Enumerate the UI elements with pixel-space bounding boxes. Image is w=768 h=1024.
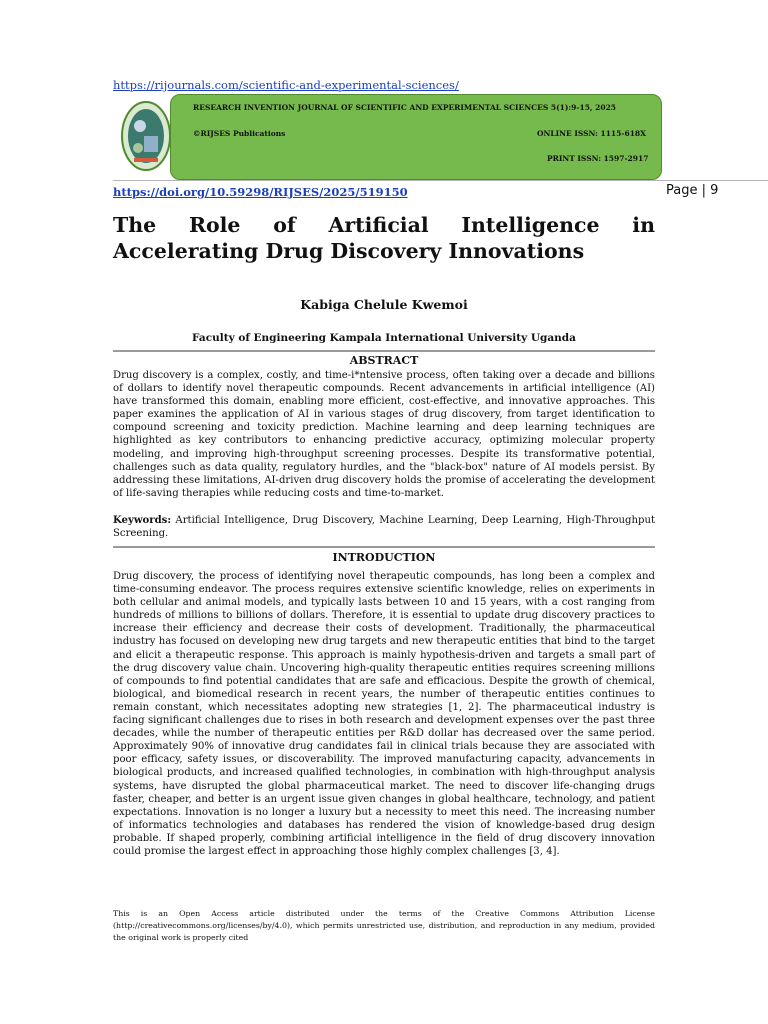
keywords-label: Keywords:: [113, 515, 172, 526]
author-affiliation: Faculty of Engineering Kampala International University Uganda: [192, 332, 576, 344]
online-issn: ONLINE ISSN: 1115-618X: [537, 129, 646, 138]
abstract-text: Drug discovery is a complex, costly, and time-i*ntensive process, often taking over a decade and billions of dollars to identify novel therapeutic compounds. Recent advancements in artificial intelligence (AI) have transformed this domain, enabling more efficient, cost-effective, and innovative approaches. This paper examines the application of AI in various stages of drug discovery, from target identification to compound screening and toxicity prediction. Machine learning and deep learning techniques are highlighted as key contributors to enhancing predictive accuracy, optimizing molecular property modeling, and improving high-throughput screening processes. Despite its transformative potential, challenges such as data quality, regulatory hurdles, and the "black-box" nature of AI models persist. By addressing these limitations, AI-driven drug discovery holds the promise of accelerating the development of life-saving therapies while reducing costs and time-to-market.: [113, 370, 655, 499]
license-footer: This is an Open Access article distributed under the terms of the Creative Commons Attribution License (http://creativecommons.org/licenses/by/4.0), which permits unrestricted use, distribution, and reproduction in any medium, provided the original work is properly cited: [113, 909, 655, 942]
publisher-name: ©RIJSES Publications: [193, 129, 286, 138]
article-title: The Role of Artificial Intelligence in Accelerating Drug Discovery Innovations: [113, 213, 655, 263]
page-number: Page | 9: [666, 183, 719, 198]
doi-link[interactable]: https://doi.org/10.59298/RIJSES/2025/519150: [113, 185, 408, 199]
author-name: Kabiga Chelule Kwemoi: [300, 297, 468, 312]
header-divider: [113, 180, 768, 181]
abstract-heading: ABSTRACT: [349, 354, 419, 367]
print-issn: PRINT ISSN: 1597-2917: [547, 154, 649, 163]
introduction-heading: INTRODUCTION: [332, 551, 436, 564]
journal-citation: RESEARCH INVENTION JOURNAL OF SCIENTIFIC AND EXPERIMENTAL SCIENCES 5(1):9-15, 2025: [193, 103, 617, 112]
keywords-list: Artificial Intelligence, Drug Discovery, Machine Learning, Deep Learning, High-Throughput Screening.: [113, 515, 655, 540]
introduction-text: Drug discovery, the process of identifying novel therapeutic compounds, has long been a complex and time-consuming endeavor. The process requires extensive scientific knowledge, relies on experiments in both cellular and animal models, and typically lasts between 10 and 15 years, with a cost ranging from hundreds of millions to billions of dollars. Therefore, it is essential to update drug discovery practices to increase their efficiency and decrease their costs of development. Traditionally, the pharmaceutical industry has focused on developing new drug targets and new therapeutic entities that bind to the target and elicit a therapeutic response. This approach is mainly hypothesis-driven and targets a small part of the drug discovery value chain. Uncovering high-quality therapeutic entities requires screening millions of compounds to find potential candidates that are safe and efficacious. Despite the growth of chemical, biological, and biomedical research in recent years, the number of therapeutic entities continues to remain constant, which necessitates adopting new strategies [1, 2]. The pharmaceutical industry is facing significant challenges due to rises in both research and development expenses over the past three decades, while the number of therapeutic entities per R&D dollar has decreased over the same period. Approximately 90% of innovative drug candidates fail in clinical trials because they are associated with poor efficacy, safety issues, or discoverability. The improved manufacturing capacity, advancements in biological products, and increased qualified technologies, in combination with high-throughput analysis systems, have disrupted the global pharmaceutical market. The need to discover life-changing drugs faster, cheaper, and better is an urgent issue given changes in global healthcare, technology, and patient expectations. Innovation is no longer a luxury but a necessity to meet this need. The increasing number of informatics technologies and databases has rendered the vision of knowledge-based drug design probable. If shaped properly, combining artificial intelligence in the field of drug discovery innovation could promise the largest effect in approaching those highly complex challenges [3, 4].: [113, 571, 655, 857]
journal-url-link[interactable]: https://rijournals.com/scientific-and-experimental-sciences/: [113, 78, 459, 92]
abstract-top-rule: [113, 350, 655, 352]
introduction-top-rule: [113, 546, 655, 548]
journal-logo: [120, 100, 172, 172]
keywords-paragraph: [113, 514, 655, 540]
journal-banner: [170, 94, 662, 180]
